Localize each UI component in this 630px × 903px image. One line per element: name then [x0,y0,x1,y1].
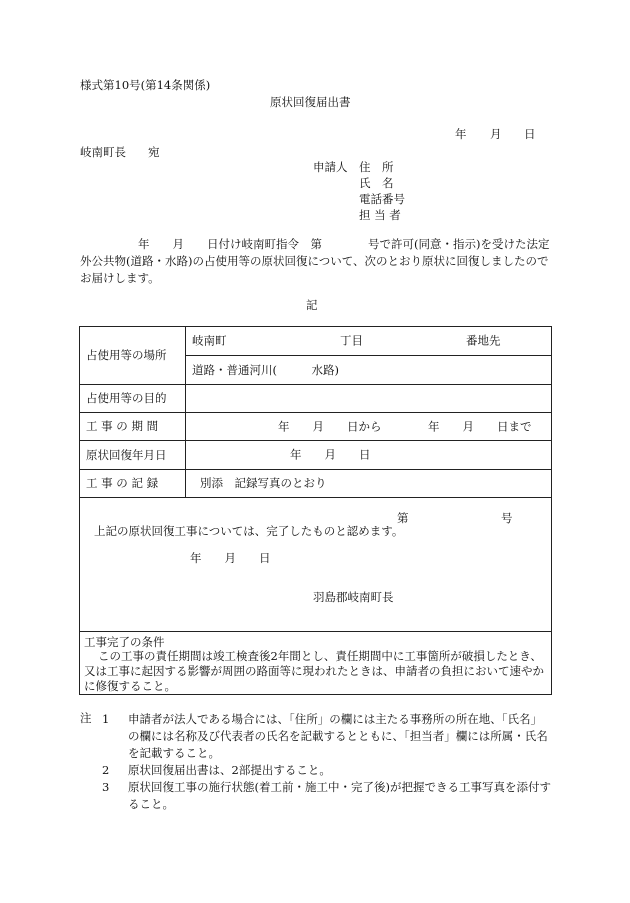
addressee-suffix: 宛 [148,145,160,159]
body-text: 年 月 日付け岐南町指令 第 号で許可(同意・指示)を受けた法定外公共物(道路・水路)の占使用等の原状回復について、次のとおり原状に回復しましたのでお届けします。 [80,237,550,285]
note-item [102,711,552,762]
period-label: 工 事 の 期 間 [80,413,186,441]
notes-label: 注 [80,711,92,725]
period-to: 年 月 日まで [428,419,532,433]
note-number: 1 [102,712,110,726]
details-table [79,326,552,498]
conditions-text: この工事の責任期間は竣工検査後2年間とし、責任期間中に工事箇所が破損したとき、又は工事に起因する影響が周囲の路面等に現われたときは、申請者の負担において速やかに修復すること。 [84,649,544,693]
applicant-address-label: 住 所 [359,160,394,174]
applicant-contact-label: 担 当 者 [359,208,401,222]
date-month: 月 [490,127,502,141]
note-text: 申請者が法人である場合には、「住所」の欄には主たる事務所の所在地、「氏名」の欄には名称及び代表者の氏名を記載するとともに、「担当者」欄には所属・氏名を記載すること。 [128,712,548,760]
applicant-label: 申請人 [313,160,348,174]
approval-number-go: 号 [501,511,513,525]
approval-signer: 羽島郡岐南町長 [313,590,394,604]
location-address-cell [186,327,552,356]
date-day: 日 [524,127,536,141]
applicant-name-label: 氏 名 [359,176,394,190]
approval-number-dai: 第 [397,511,409,525]
document-title: 原状回復届出書 [270,95,351,109]
ki-mark: 記 [306,298,318,312]
notes-list [102,711,552,813]
note-item [102,779,552,813]
location-type: 道路・普通河川( 水路) [186,356,552,385]
applicant-phone-label: 電話番号 [359,192,405,206]
conditions-title: 工事完了の条件 [84,635,165,649]
addressee: 岐南町長 [80,145,126,159]
location-label: 占使用等の場所 [80,327,186,385]
note-number: 3 [102,780,110,794]
approval-text: 上記の原状回復工事については、完了したものと認めます。 [94,524,404,538]
note-number: 2 [102,763,110,777]
restore-date-label: 原状回復年月日 [80,441,186,470]
location-banchi: 番地先 [466,333,501,348]
purpose-label: 占使用等の目的 [80,385,186,413]
date-year: 年 [455,127,467,141]
purpose-value [186,385,552,413]
restore-date-cell [186,441,552,470]
location-chome: 丁目 [340,333,363,348]
record-label: 工 事 の 記 録 [80,470,186,498]
period-from: 年 月 日から [278,419,382,433]
approval-date: 年 月 日 [190,551,271,565]
restore-date-value: 年 月 日 [290,447,371,462]
location-town: 岐南町 [192,333,227,348]
note-text: 原状回復工事の施行状態(着工前・施工中・完了後)が把握できる工事写真を添付すること。 [128,780,551,811]
note-item [102,762,552,779]
record-value: 別添 記録写真のとおり [186,470,552,498]
approval-box [79,497,552,632]
conditions-box [79,631,552,695]
period-cell [186,413,552,441]
form-id: 様式第10号(第14条関係) [80,78,211,92]
note-text: 原状回復届出書は、2部提出すること。 [128,763,331,777]
